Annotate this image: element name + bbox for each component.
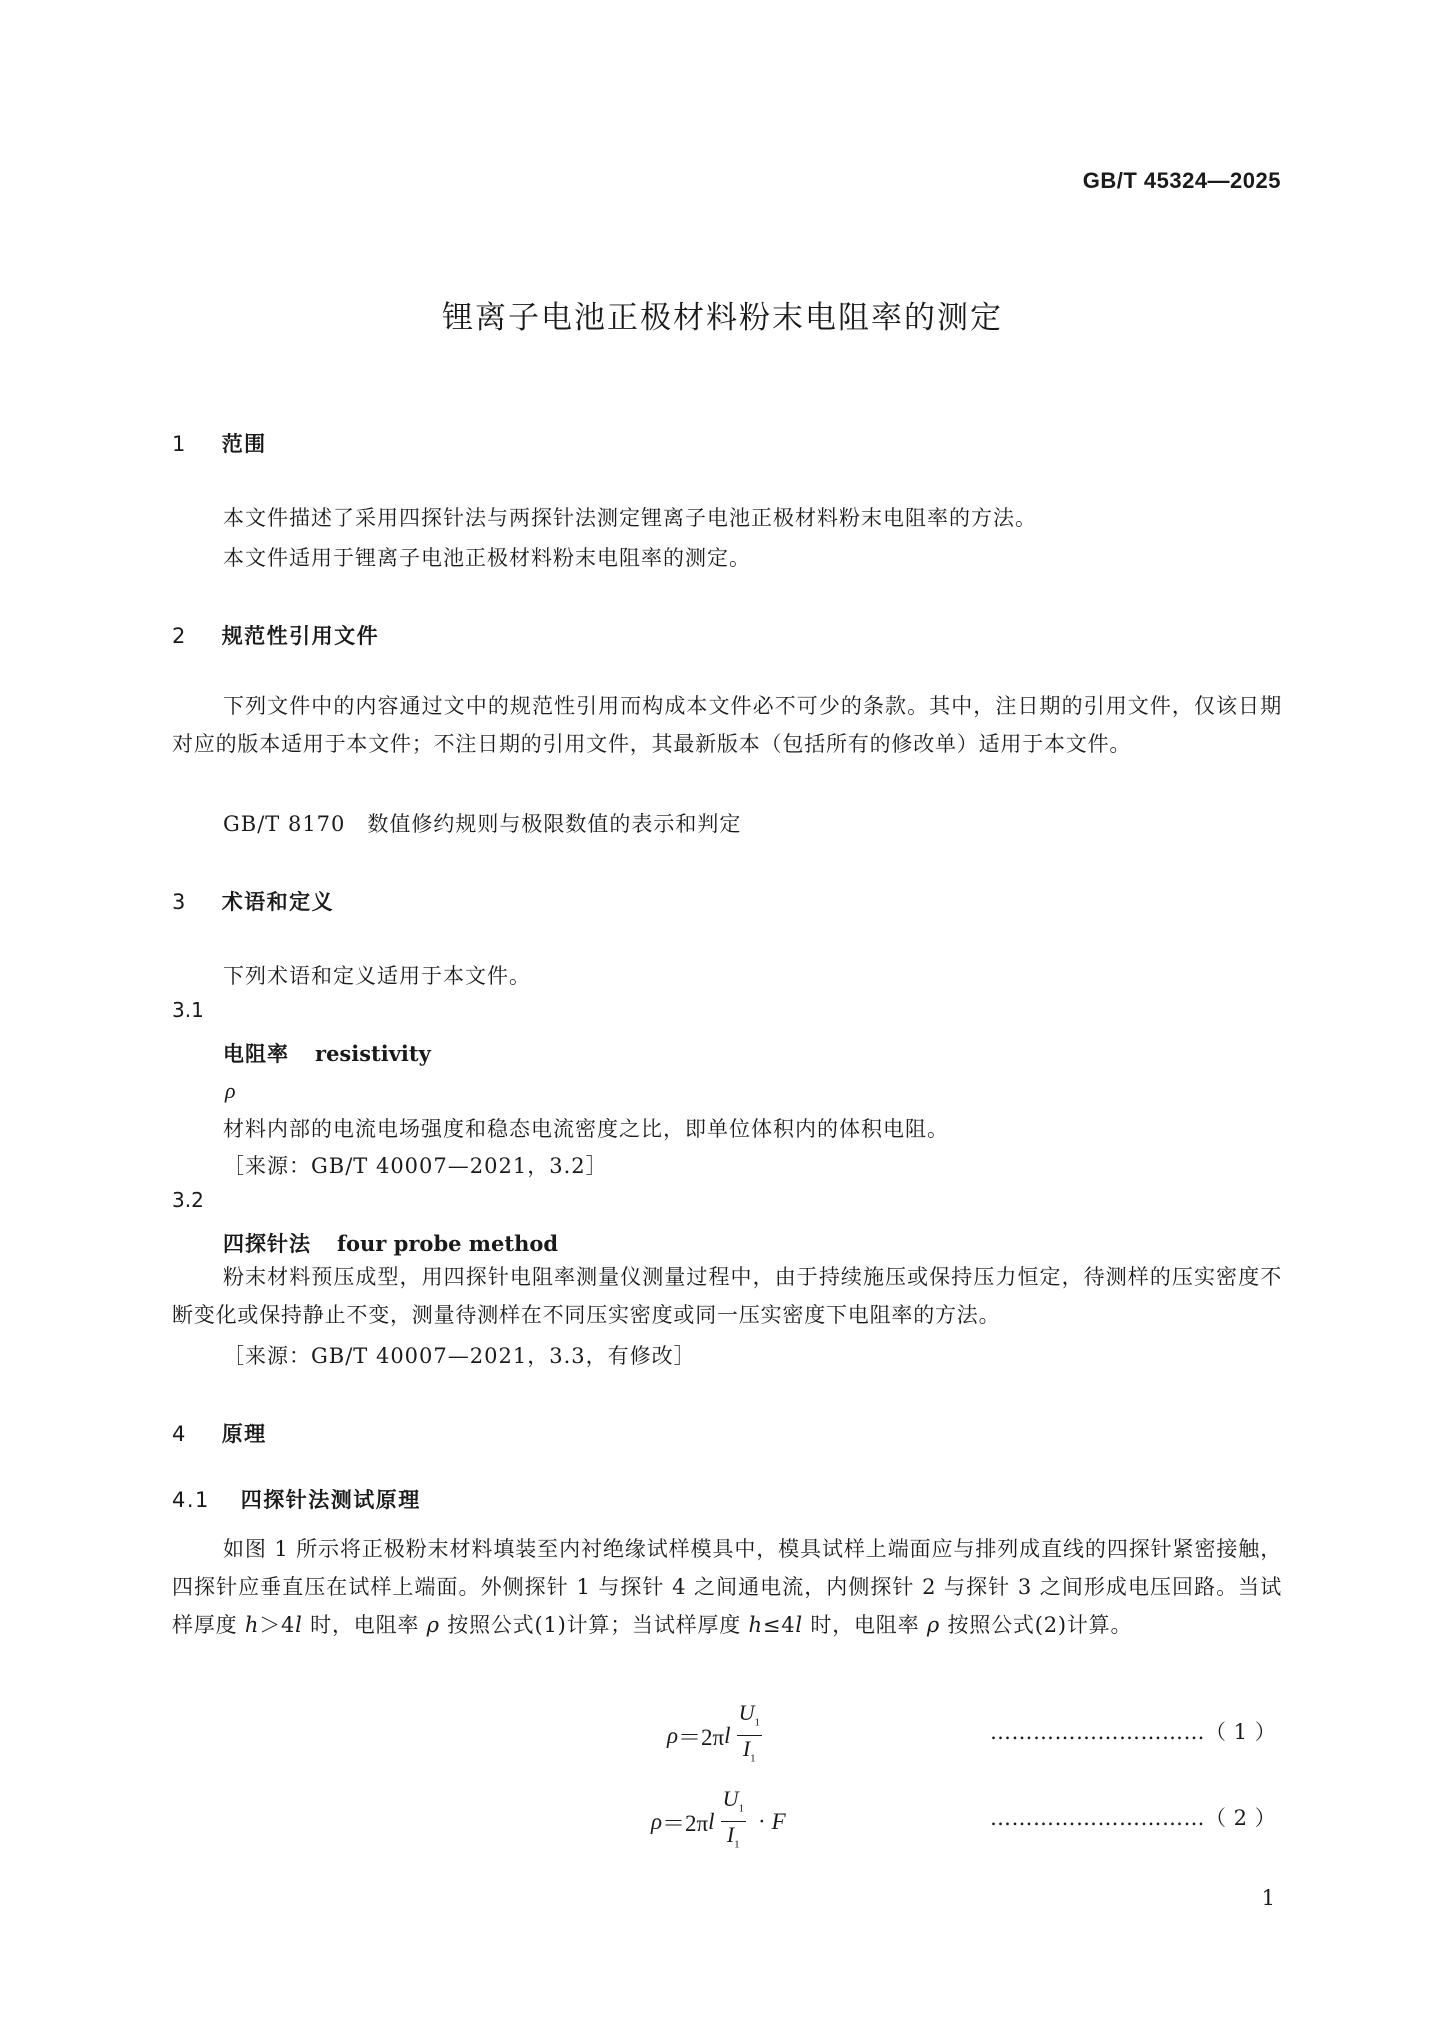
section-title: 规范性引用文件 bbox=[221, 624, 380, 648]
formula-fraction: $\frac{U_1}{I_1}$ bbox=[722, 1786, 744, 1851]
section-2-heading bbox=[172, 620, 379, 650]
term-chinese: 电阻率 bbox=[223, 1042, 289, 1066]
section-title: 术语和定义 bbox=[221, 890, 335, 914]
formula-1-label: …………………………（ 1 ） bbox=[990, 1720, 1277, 1744]
multiply-dot: · bbox=[757, 1808, 766, 1834]
subsection-4-1-heading bbox=[172, 1484, 421, 1514]
normative-reference-item: GB/T 8170 数值修约规则与极限数值的表示和判定 bbox=[223, 812, 742, 836]
scope-paragraph-1: 本文件描述了采用四探针法与两探针法测定锂离子电池正极材料粉末电阻率的方法。 bbox=[223, 506, 1037, 530]
section-number: 3 bbox=[172, 890, 187, 914]
section-4-heading bbox=[172, 1418, 267, 1448]
term-english: resistivity bbox=[315, 1041, 431, 1066]
section-number: 4 bbox=[172, 1422, 187, 1446]
clause-number-3-1: 3.1 bbox=[172, 998, 204, 1022]
section-title: 范围 bbox=[221, 432, 267, 456]
terms-intro: 下列术语和定义适用于本文件。 bbox=[223, 964, 531, 988]
formula-lhs: ρ bbox=[667, 1722, 679, 1748]
formula-1 bbox=[667, 1700, 768, 1772]
denominator: I bbox=[726, 1822, 735, 1848]
denominator: I bbox=[742, 1736, 751, 1762]
term-chinese: 四探针法 bbox=[223, 1232, 311, 1256]
formula-fraction: $\frac{U_1}{I_1}$ bbox=[738, 1700, 760, 1765]
formula-2 bbox=[651, 1786, 786, 1858]
principle-paragraph: 如图 1 所示将正极粉末材料填装至内衬绝缘试样模具中，模具试样上端面应与排列成直线的四探针紧密接触，四探针应垂直压在试样上端面。外侧探针 1 与探针 4 之间通电流，内侧探针 2 与探针 3 之间形成电压回路。当试样厚度 h＞4l 时，电阻率 ρ 按照公式(1)计算；当试样厚度 h≤4l 时，电阻率 ρ 按照公式(2)计算。 bbox=[172, 1537, 1282, 1637]
term-definition: 粉末材料预压成型，用四探针电阻率测量仪测量过程中，由于持续施压或保持压力恒定，待测样的压实密度不断变化或保持静止不变，测量待测样在不同压实密度或同一压实密度下电阻率的方法。 bbox=[172, 1265, 1282, 1327]
term-symbol: ρ bbox=[225, 1078, 236, 1103]
term-resistivity bbox=[223, 1038, 431, 1068]
formula-factor: F bbox=[771, 1808, 786, 1834]
formula-eq: ＝2π bbox=[662, 1811, 709, 1837]
numerator: U bbox=[738, 1700, 755, 1725]
term-source: ［来源：GB/T 40007—2021，3.2］ bbox=[223, 1154, 608, 1178]
section-number: 2 bbox=[172, 624, 187, 648]
section-number: 1 bbox=[172, 432, 187, 456]
formula-lhs: ρ bbox=[651, 1808, 663, 1834]
formula-l: l bbox=[724, 1722, 731, 1748]
term-source: ［来源：GB/T 40007—2021，3.3，有修改］ bbox=[223, 1344, 696, 1368]
scope-paragraph-2: 本文件适用于锂离子电池正极材料粉末电阻率的测定。 bbox=[223, 546, 751, 570]
document-title: 锂离子电池正极材料粉末电阻率的测定 bbox=[442, 300, 1003, 336]
standard-code: GB/T 45324—2025 bbox=[1082, 168, 1281, 193]
section-3-heading bbox=[172, 886, 334, 916]
term-english: four probe method bbox=[337, 1231, 559, 1256]
term-four-probe-method bbox=[223, 1228, 558, 1258]
page-number: 1 bbox=[1261, 1886, 1275, 1910]
formula-eq: ＝2π bbox=[678, 1725, 725, 1751]
formula-2-label: …………………………（ 2 ） bbox=[990, 1806, 1277, 1830]
clause-number-3-2: 3.2 bbox=[172, 1188, 204, 1212]
formula-l: l bbox=[708, 1808, 715, 1834]
subsection-title: 四探针法测试原理 bbox=[240, 1488, 421, 1512]
section-title: 原理 bbox=[221, 1422, 267, 1446]
term-definition: 材料内部的电流电场强度和稳态电流密度之比，即单位体积内的体积电阻。 bbox=[223, 1117, 949, 1141]
numerator: U bbox=[722, 1786, 739, 1811]
normative-references-paragraph: 下列文件中的内容通过文中的规范性引用而构成本文件必不可少的条款。其中，注日期的引用文件，仅该日期对应的版本适用于本文件；不注日期的引用文件，其最新版本（包括所有的修改单）适用于本文件。 bbox=[172, 694, 1282, 756]
section-1-heading bbox=[172, 428, 267, 458]
subsection-number: 4.1 bbox=[172, 1488, 210, 1512]
